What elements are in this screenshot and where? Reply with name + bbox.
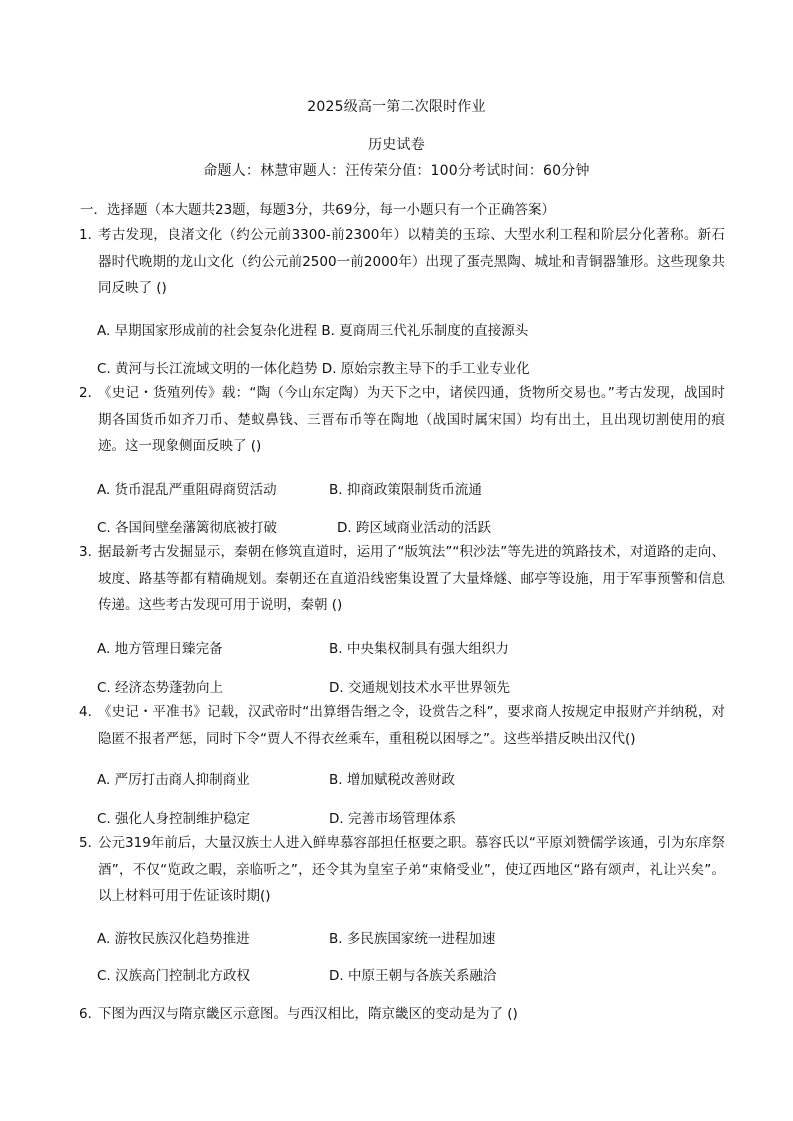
option-a: A. 货币混乱严重阻碍商贸活动 [97, 482, 277, 498]
question-stem: 考古发现，良渚文化（约公元前3300-前2300年）以精美的玉琮、大型水利工程和阶层分化著称。新石器时代晚期的龙山文化（约公元前2500一前2000年）出现了蛋壳黑陶、城址和青铜器雏形。这些现象共同反映了 () [98, 227, 725, 296]
question-6 [79, 1001, 725, 1028]
option-d: D. 中原王朝与各族关系融洽 [329, 968, 497, 984]
option-a: A. 游牧民族汉化趋势推进 [97, 931, 250, 947]
question-number: 1． [79, 227, 102, 243]
option-b: B. 抑商政策限制货币流通 [329, 482, 482, 498]
question-2 [79, 380, 725, 460]
question-5 [79, 830, 725, 910]
question-number: 4． [79, 704, 102, 720]
option-c: C. 强化人身控制维护稳定 [97, 811, 251, 827]
option-d: D. 完善市场管理体系 [329, 811, 456, 827]
option-b: B. 增加赋税改善财政 [329, 772, 455, 788]
option-d: D. 跨区域商业活动的活跃 [337, 520, 491, 536]
question-1-options-row-1: A. 早期国家形成前的社会复杂化进程 B. 夏商周三代礼乐制度的直接源头 [97, 323, 529, 339]
question-stem: 下图为西汉与隋京畿区示意图。与西汉相比，隋京畿区的变动是为了 () [98, 1006, 518, 1022]
question-number: 2． [79, 385, 102, 401]
option-d: D. 交通规划技术水平世界领先 [329, 680, 510, 696]
question-4 [79, 699, 725, 752]
section-heading: 一．选择题（本大题共23题，每题3分，共69分，每一小题只有一个正确答案） [80, 202, 555, 218]
question-1 [79, 222, 725, 302]
option-c: C. 经济态势蓬勃向上 [97, 680, 224, 696]
exam-subject: 历史试卷 [368, 137, 425, 153]
option-c: C. 汉族高门控制北方政权 [97, 968, 251, 984]
exam-title: 2025级高一第二次限时作业 [307, 99, 486, 115]
question-number: 6． [79, 1006, 102, 1022]
option-a: A. 严厉打击商人抑制商业 [97, 772, 250, 788]
question-number: 5． [79, 835, 102, 851]
question-stem: 据最新考古发掘显示，秦朝在修筑直道时，运用了“版筑法”“积沙法”等先进的筑路技术，对道路的走向、坡度、路基等都有精确规划。秦朝还在直道沿线密集设置了大量烽燧、邮亭等设施，用于军事预警和信息传递。这些考古发现可用于说明，秦朝 () [98, 544, 725, 613]
option-b: B. 多民族国家统一进程加速 [329, 931, 496, 947]
question-1-options-row-2: C. 黄河与长江流域文明的一体化趋势 D. 原始宗教主导下的手工业专业化 [97, 361, 530, 377]
question-stem: 公元319年前后，大量汉族士人进入鲜卑慕容部担任枢要之职。慕容氏以“平原刘赞儒学该通，引为东庠祭酒”，不仅“览政之暇，亲临听之”，还令其为皇室子弟“束脩受业”，使辽西地区“路有颂声，礼让兴矣”。以上材料可用于佐证该时期() [98, 835, 725, 904]
question-stem: 《史记・货殖列传》载：“陶（今山东定陶）为天下之中，诸侯四通，货物所交易也。”考古发现，战国时期各国货币如齐刀币、楚蚁鼻钱、三晋布币等在陶地（战国时属宋国）均有出土，且出现切割使用的痕迹。这一现象侧面反映了 () [98, 385, 725, 454]
option-c: C. 各国间壁垒藩篱彻底被打破 [97, 520, 278, 536]
option-b: B. 中央集权制具有强大组织力 [329, 641, 509, 657]
option-a: A. 地方管理日臻完备 [97, 641, 223, 657]
question-stem: 《史记・平准书》记载，汉武帝时“出算缗告缗之令，设赏告之科”，要求商人按规定申报财产并纳税，对隐匿不报者严惩，同时下令“贾人不得衣丝乘车，重租税以困辱之”。这些举措反映出汉代() [98, 704, 725, 747]
question-number: 3． [79, 544, 102, 560]
exam-meta: 命题人：林慧审题人：汪传荣分值：100分考试时间：60分钟 [203, 163, 590, 179]
question-3 [79, 539, 725, 619]
